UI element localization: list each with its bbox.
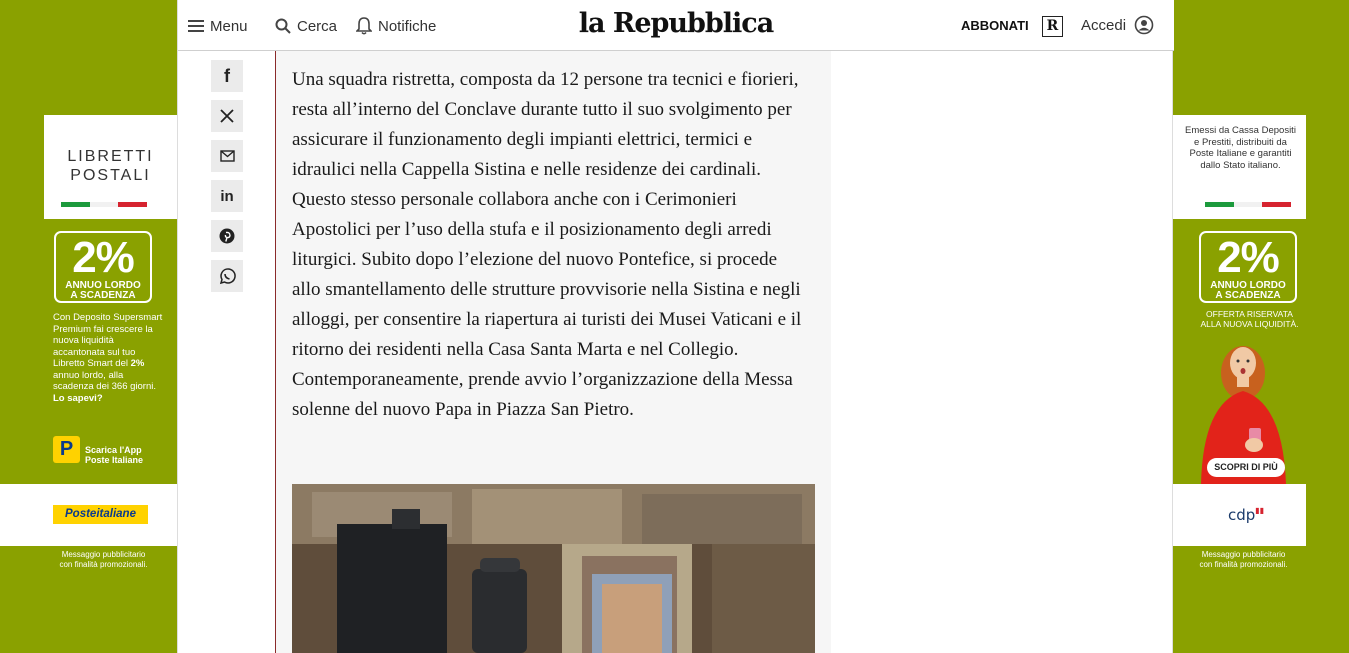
share-x-button[interactable] — [211, 100, 243, 132]
ad-disclaimer: Messaggio pubblicitario con finalità promozionali. — [59, 550, 148, 569]
linkedin-icon: in — [220, 187, 234, 205]
share-whatsapp-button[interactable] — [211, 260, 243, 292]
rate-sub-2: A SCADENZA — [70, 290, 136, 301]
rate-badge — [1199, 231, 1297, 303]
libretti-postali-card — [44, 115, 177, 219]
share-facebook-button[interactable] — [211, 60, 243, 92]
search-button[interactable] — [275, 15, 337, 37]
poste-logo-band — [0, 484, 177, 546]
site-content — [177, 0, 1173, 653]
share-email-button[interactable] — [211, 140, 243, 172]
rate-sub-2: A SCADENZA — [1215, 290, 1281, 301]
rate-percent: 2% — [1217, 233, 1279, 282]
share-pinterest-button[interactable] — [211, 220, 243, 252]
scopri-di-piu-button[interactable]: SCOPRI DI PIÙ — [1207, 458, 1285, 477]
login-label: Accedi — [1081, 16, 1127, 34]
right-advertisement[interactable] — [1173, 0, 1349, 653]
rate-percent: 2% — [72, 233, 134, 282]
repubblica-logo[interactable]: la Repubblica — [578, 8, 774, 39]
italian-flag-stripe — [61, 202, 147, 207]
x-icon — [220, 109, 234, 123]
ad-issuer-text: Emessi da Cassa Depositi e Prestiti, distribuiti da Poste Italiane e garantiti dallo Stato italiano. — [1185, 125, 1296, 171]
whatsapp-icon — [219, 268, 236, 285]
cdp-logo-band — [1173, 484, 1306, 546]
menu-label: Menu — [210, 17, 248, 35]
subscribe-link[interactable]: ABBONATI — [961, 18, 1029, 33]
brand-line-1: LIBRETTI — [67, 148, 154, 165]
user-icon — [1134, 15, 1154, 35]
rate-sub-1: ANNUO LORDO — [1210, 280, 1286, 291]
notifications-button[interactable] — [356, 15, 436, 37]
repubblica-r-icon[interactable]: R — [1042, 16, 1063, 37]
ad-question: Lo sapevi? — [53, 392, 103, 404]
facebook-icon: f — [224, 65, 230, 86]
poste-p-icon: P — [53, 436, 80, 463]
brand-line-2: POSTALI — [70, 167, 151, 184]
hamburger-icon — [188, 19, 204, 33]
menu-button[interactable] — [188, 15, 248, 37]
rate-sub-1: ANNUO LORDO — [65, 280, 141, 291]
share-linkedin-button[interactable] — [211, 180, 243, 212]
site-header — [178, 0, 1174, 51]
notifications-label: Notifiche — [378, 17, 437, 35]
left-advertisement[interactable] — [0, 0, 177, 653]
ad-copy: Con Deposito Supersmart Premium fai crescere la nuova liquidità accantonata sul tuo Libretto Smart del 2% annuo lordo, alla scadenza dei 366 giorni. Lo sapevi? — [53, 312, 163, 404]
bell-icon — [356, 17, 372, 35]
offer-text: OFFERTA RISERVATA ALLA NUOVA LIQUIDITÀ. — [1200, 309, 1299, 329]
pinterest-icon — [219, 228, 235, 244]
cdp-info-card — [1173, 115, 1306, 219]
mail-icon — [220, 150, 235, 162]
cdp-logo: cdp▮▮ — [1228, 506, 1265, 524]
poste-app-promo[interactable]: P Scarica l'App Poste Italiane — [53, 436, 168, 464]
search-icon — [275, 18, 291, 34]
login-button[interactable] — [1081, 15, 1154, 35]
italian-flag-stripe — [1205, 202, 1291, 207]
ad-disclaimer: Messaggio pubblicitario con finalità promozionali. — [1199, 550, 1288, 569]
rate-badge — [54, 231, 152, 303]
article-body — [276, 51, 831, 653]
article-paragraph: Una squadra ristretta, composta da 12 persone tra tecnici e fiorieri, resta all’interno del Conclave durante tutto il suo svolgimento per assicurare il funzionamento degli impianti elettrici, termici e idraulici nella Cappella Sistina e nelle residenze dei cardinali. Questo stesso personale collabora anche con i Cerimonieri Apostolici per l’uso della stufa e il posizionamento degli arredi liturgici. Subito dopo l’elezione del nuovo Pontefice, si procede allo smantellamento delle strutture provvisorie nella Sistina e negli alloggi, per consentire la riapertura ai turisti dei Musei Vaticani e il ritorno dei residenti nella Casa Santa Marta e nel Collegio. Contemporaneamente, prende avvio l’organizzazione della Messa solenne del nuovo Papa in Piazza San Pietro. — [292, 69, 802, 420]
poste-italiane-logo: Posteitaliane — [53, 505, 148, 524]
search-label: Cerca — [297, 17, 338, 35]
sistine-chapel-photo[interactable] — [292, 484, 815, 653]
